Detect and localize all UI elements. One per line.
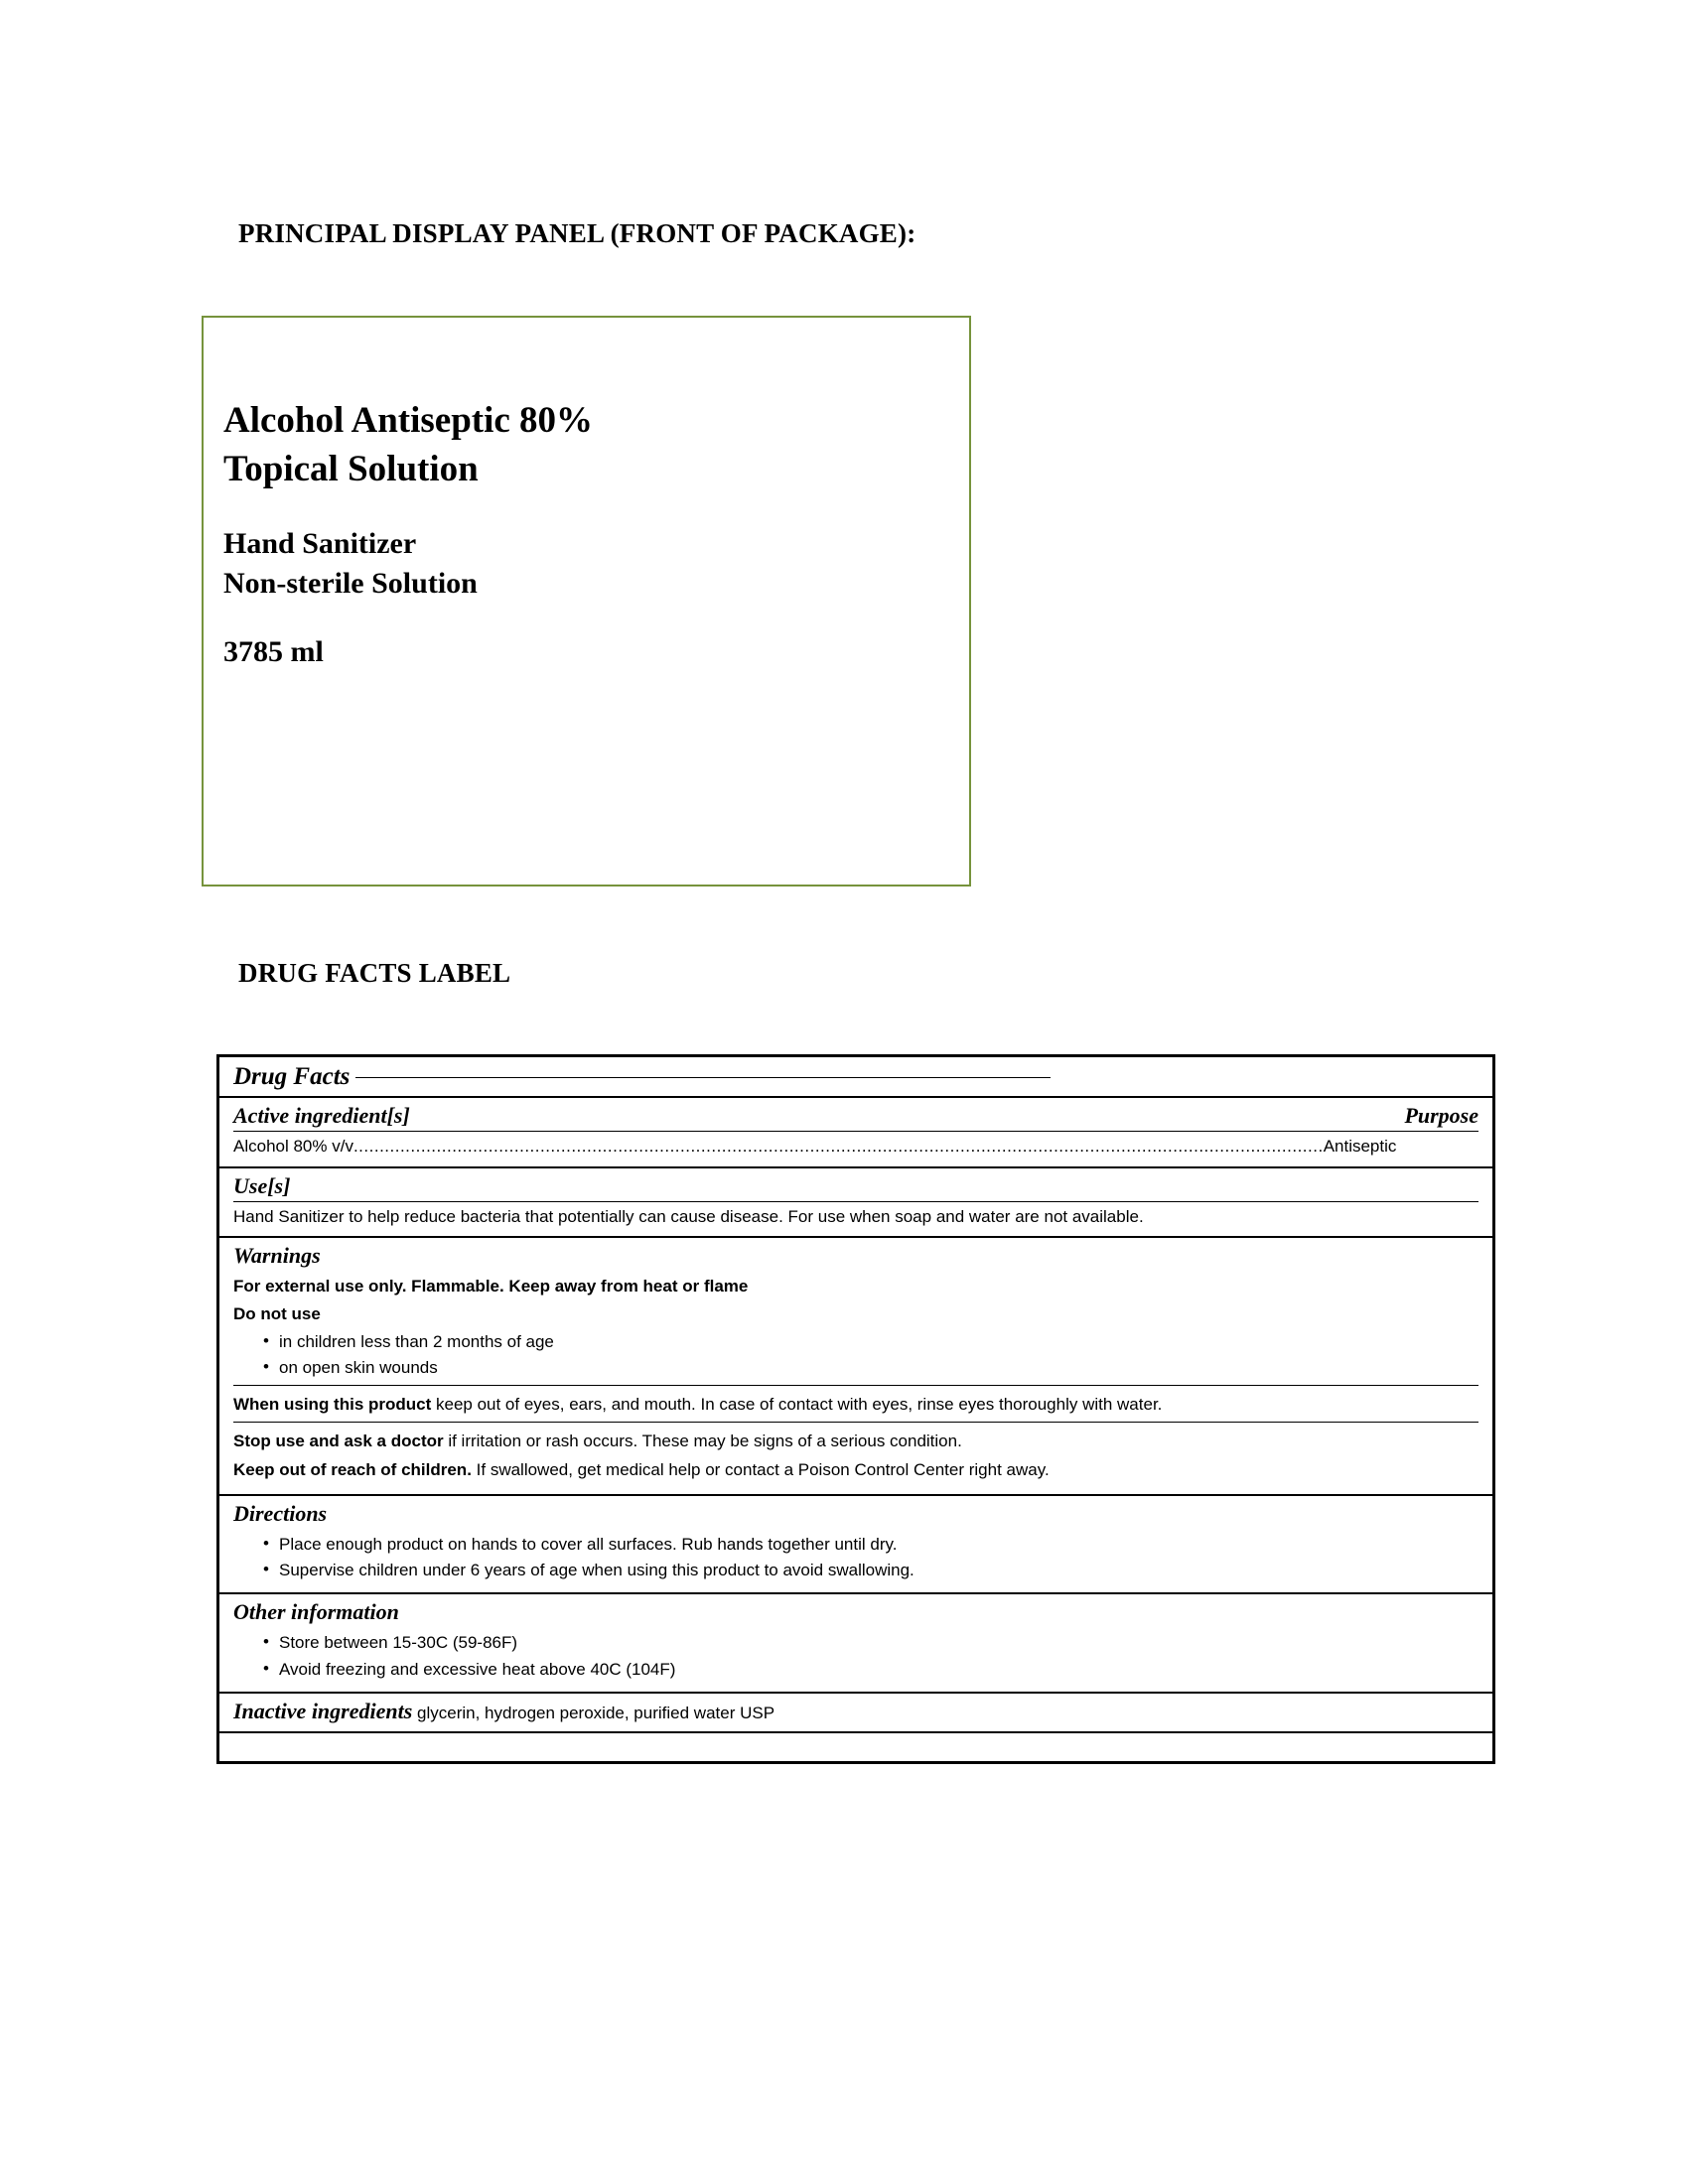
list-item: • on open skin wounds bbox=[263, 1355, 1478, 1381]
when-using-label: When using this product bbox=[233, 1395, 432, 1415]
principal-display-panel-heading: PRINCIPAL DISPLAY PANEL (FRONT OF PACKAGE): bbox=[238, 218, 916, 248]
divider bbox=[233, 1385, 1478, 1386]
keep-out-line bbox=[233, 1457, 1478, 1483]
active-ingredient-purpose: Antiseptic bbox=[1323, 1137, 1397, 1156]
descriptor-line1: Hand Sanitizer bbox=[223, 526, 417, 560]
list-item: • in children less than 2 months of age bbox=[263, 1329, 1478, 1355]
uses-header-row bbox=[233, 1173, 1478, 1202]
when-using-line bbox=[233, 1392, 1478, 1418]
list-item: • Supervise children under 6 years of age when using this product to avoid swallowing. bbox=[263, 1558, 1478, 1583]
drug-facts-title-row bbox=[219, 1057, 1492, 1098]
divider bbox=[233, 1422, 1478, 1423]
product-name-line1: Alcohol Antiseptic 80% bbox=[223, 400, 594, 441]
uses-heading: Use[s] bbox=[233, 1172, 291, 1198]
title-rule bbox=[355, 1077, 1051, 1078]
keep-out-label: Keep out of reach of children. bbox=[233, 1460, 472, 1480]
stop-use-line bbox=[233, 1429, 1478, 1454]
list-item: • Avoid freezing and excessive heat above 40C (104F) bbox=[263, 1657, 1478, 1683]
warnings-external-use: For external use only. Flammable. Keep away from heat or flame bbox=[233, 1277, 749, 1297]
inactive-ingredients-text: glycerin, hydrogen peroxide, purified water USP bbox=[417, 1704, 775, 1723]
other-information-list bbox=[233, 1630, 1478, 1683]
front-of-package-panel bbox=[202, 316, 971, 887]
active-ingredient-section bbox=[219, 1098, 1492, 1168]
front-panel-content bbox=[223, 397, 949, 669]
list-item: • Place enough product on hands to cover all surfaces. Rub hands together until dry. bbox=[263, 1532, 1478, 1558]
do-not-use-list bbox=[233, 1329, 1478, 1382]
active-ingredient-header-row bbox=[233, 1103, 1478, 1132]
other-information-heading: Other information bbox=[233, 1599, 399, 1625]
when-using-text: keep out of eyes, ears, and mouth. In case of contact with eyes, rinse eyes thoroughly with water. bbox=[431, 1395, 1163, 1415]
stop-use-label: Stop use and ask a doctor bbox=[233, 1431, 444, 1450]
stop-use-text: if irritation or rash occurs. These may be signs of a serious condition. bbox=[443, 1431, 962, 1450]
drug-facts-box bbox=[216, 1054, 1495, 1764]
directions-section bbox=[219, 1496, 1492, 1595]
drug-facts-footer-blank bbox=[219, 1733, 1492, 1761]
other-information-section bbox=[219, 1594, 1492, 1694]
descriptor-line2: Non-sterile Solution bbox=[223, 566, 478, 600]
directions-heading: Directions bbox=[233, 1500, 328, 1526]
active-ingredient-name: Alcohol 80% v/v bbox=[233, 1137, 353, 1156]
purpose-heading: Purpose bbox=[1404, 1103, 1478, 1128]
inactive-ingredients-section bbox=[219, 1694, 1492, 1733]
drug-facts-label-heading: DRUG FACTS LABEL bbox=[238, 958, 511, 988]
net-volume: 3785 ml bbox=[223, 635, 324, 669]
product-name-line2: Topical Solution bbox=[223, 448, 479, 489]
inactive-ingredients-row bbox=[233, 1699, 1478, 1724]
leader-dots: ........................................................................................................................................................................................... bbox=[352, 1137, 1324, 1156]
inactive-ingredients-heading: Inactive ingredients bbox=[233, 1699, 413, 1724]
uses-section bbox=[219, 1168, 1492, 1239]
list-item: • Store between 15-30C (59-86F) bbox=[263, 1630, 1478, 1656]
drug-facts-title: Drug Facts bbox=[233, 1063, 351, 1090]
uses-text: Hand Sanitizer to help reduce bacteria that potentially can cause disease. For use when soap and water are not available. bbox=[233, 1206, 1144, 1226]
spacer bbox=[223, 494, 949, 524]
keep-out-text: If swallowed, get medical help or contact a Poison Control Center right away. bbox=[471, 1460, 1050, 1480]
do-not-use-label: Do not use bbox=[233, 1303, 321, 1323]
warnings-section bbox=[219, 1238, 1492, 1495]
active-ingredient-row bbox=[233, 1132, 1478, 1160]
active-ingredient-heading: Active ingredient[s] bbox=[233, 1103, 410, 1128]
warnings-heading: Warnings bbox=[233, 1243, 321, 1269]
directions-list bbox=[233, 1532, 1478, 1584]
